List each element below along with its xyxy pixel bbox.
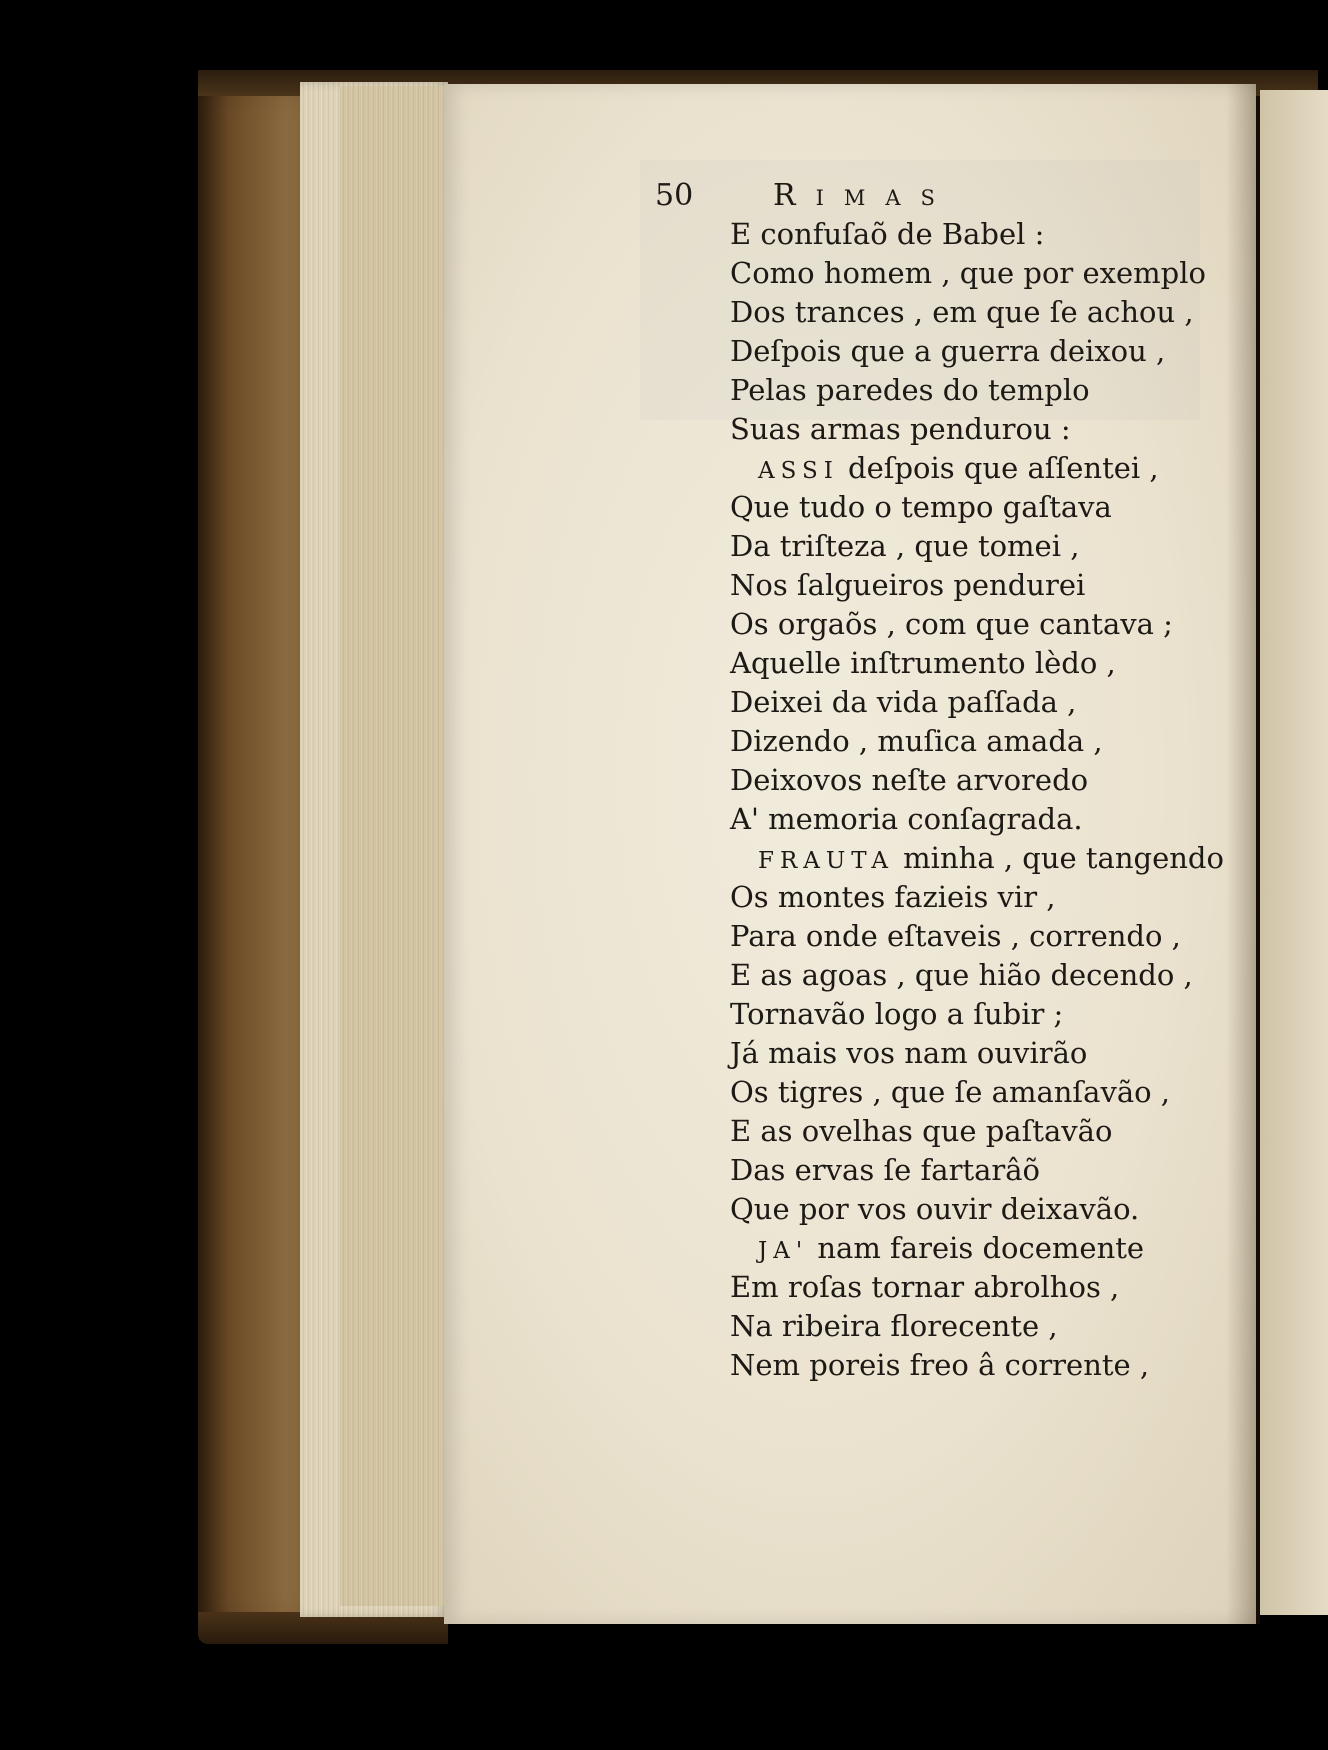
verse-line [730,1229,1230,1268]
verse-line [730,1073,1230,1112]
verse-line [730,878,1230,917]
verse-text: Nos ſalgueiros pendurei [730,568,1086,602]
verse-text: Suas armas pendurou : [730,412,1071,446]
verse-text: Deixei da vida paſſada , [730,685,1077,719]
verse-text: Das ervas ſe fartarâõ [730,1153,1040,1187]
verse-line [730,449,1230,488]
verse-text: Os montes fazieis vir , [730,880,1056,914]
verse-text: A' memoria conſagrada. [730,802,1083,836]
verse-line [730,1151,1230,1190]
verse-text: Os tigres , que ſe amanſavão , [730,1075,1171,1109]
verse-line [730,1307,1230,1346]
page-edges-inner [340,86,448,1606]
verse-text: Pelas paredes do templo [730,373,1090,407]
verse-text: Nem poreis freo â corrente , [730,1348,1150,1382]
verse-line [730,1112,1230,1151]
verse-text: E as agoas , que hião decendo , [730,958,1193,992]
verse-text: E confuſaõ de Babel : [730,217,1045,251]
verse-line [730,644,1230,683]
page-number: 50 [655,178,694,213]
verse-line [730,956,1230,995]
verse-text: nam fareis docemente [808,1231,1145,1265]
page-gutter [1226,84,1260,1624]
verse-lead-word: FRAUTA [758,848,894,874]
verse-line [730,917,1230,956]
verse-text: Dos trances , em que ſe achou , [730,295,1194,329]
facing-page [1260,90,1328,1615]
verse-line [730,839,1230,878]
verse-line [730,683,1230,722]
verse-text: Que tudo o tempo gaſtava [730,490,1112,524]
verse-line [730,605,1230,644]
verse-text: Em roſas tornar abrolhos , [730,1270,1120,1304]
verse-text: minha , que tangendo [893,841,1224,875]
verse-text: Para onde eſtaveis , correndo , [730,919,1181,953]
verse-lead-word: JA' [758,1238,809,1264]
verse-text: Dizendo , muſica amada , [730,724,1103,758]
verse-line [730,1190,1230,1229]
verse-line [730,995,1230,1034]
verse-line [730,761,1230,800]
verse-line [730,215,1230,254]
verse-line [730,332,1230,371]
verse-lead-word: ASSI [758,458,839,484]
verse-line [730,800,1230,839]
verse-text: Deſpois que a guerra deixou , [730,334,1166,368]
verse-text: Deixovos neſte arvoredo [730,763,1089,797]
verse-line [730,371,1230,410]
running-head: Rimas [773,178,955,213]
verse-text: Que por vos ouvir deixavão. [730,1192,1140,1226]
verse-line [730,1346,1230,1385]
verse-line [730,527,1230,566]
verse-text: Na ribeira florecente , [730,1309,1058,1343]
verse-text: Aquelle inſtrumento lèdo , [730,646,1116,680]
verse-text: E as ovelhas que paſtavão [730,1114,1113,1148]
poem-text [730,215,1230,1385]
verse-line [730,254,1230,293]
verse-line [730,293,1230,332]
verse-text: Tornavão logo a ſubir ; [730,997,1064,1031]
verse-line [730,488,1230,527]
verse-line [730,1268,1230,1307]
verse-line [730,1034,1230,1073]
verse-text: Já mais vos nam ouvirão [730,1036,1088,1070]
verse-text: deſpois que aſſentei , [838,451,1159,485]
verse-text: Como homem , que por exemplo [730,256,1206,290]
verse-text: Os orgaõs , com que cantava ; [730,607,1173,641]
verse-line [730,722,1230,761]
verse-text: Da triſteza , que tomei , [730,529,1080,563]
verse-line [730,566,1230,605]
verse-line [730,410,1230,449]
